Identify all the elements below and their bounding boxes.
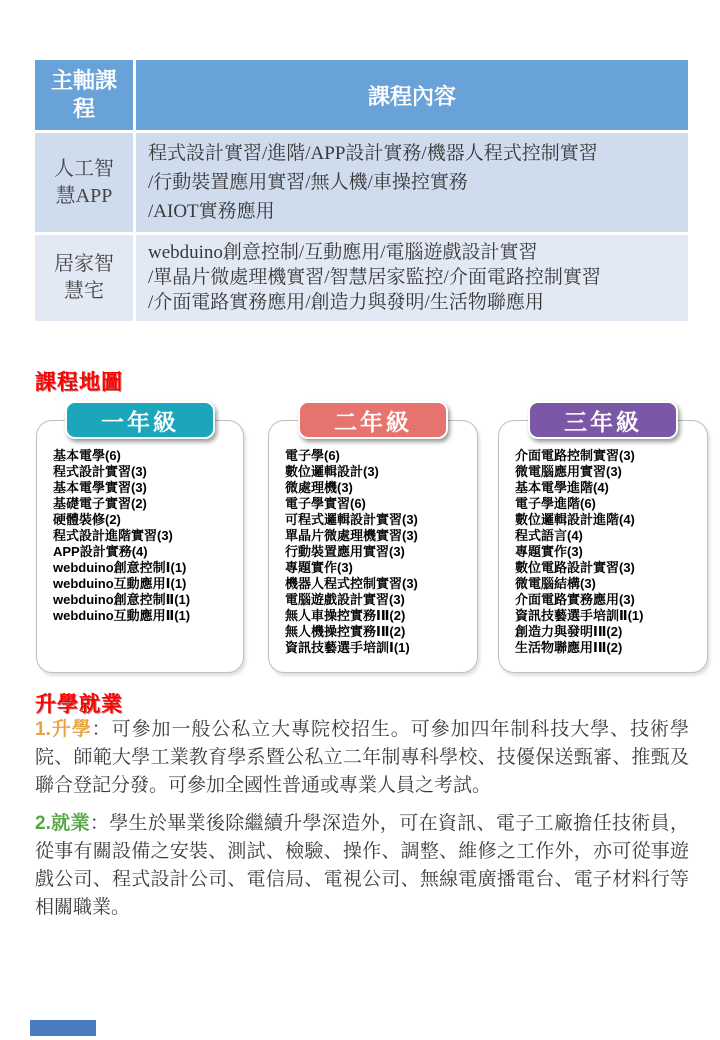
table-row bbox=[35, 235, 688, 321]
further-study-paragraph bbox=[35, 716, 689, 800]
career-title: 升學就業 bbox=[35, 693, 123, 716]
course-item: 數位邏輯設計(3) bbox=[285, 464, 379, 479]
table-row bbox=[35, 133, 688, 232]
row-label-line: 居家智 bbox=[54, 253, 114, 275]
course-item: 程式設計實習(3) bbox=[53, 464, 147, 479]
row-label-ai-app bbox=[35, 133, 136, 232]
employment-label: 2.就業 bbox=[35, 813, 90, 834]
course-item: 基礎電子實習(2) bbox=[53, 496, 147, 511]
row-label-line: 人工智 bbox=[54, 157, 114, 180]
course-item: 數位邏輯設計進階(4) bbox=[515, 512, 635, 527]
course-item: 程式語言(4) bbox=[515, 528, 583, 543]
course-item: 微電腦結構(3) bbox=[515, 576, 596, 591]
grade-1-card bbox=[36, 408, 244, 673]
employment-text: ：學生於畢業後除繼續升學深造外，可在資訊、電子工廠擔任技術員，從事有關設備之安裝、測試、檢驗、操作、調整、維修之工作外，亦可從事遊戲公司、程式設計公司、電信局、電視公司、無線電廣播電台、電子材料行等相關職業。 bbox=[35, 813, 689, 918]
course-item: APP設計實務(4) bbox=[53, 544, 148, 559]
course-item: 專題實作(3) bbox=[515, 544, 583, 559]
course-item: 介面電路控制實習(3) bbox=[515, 448, 635, 463]
content-line: /行動裝置應用實習/無人機/車操控實務 bbox=[148, 172, 468, 193]
course-item: 電腦遊戲設計實習(3) bbox=[285, 592, 405, 607]
grade-2-header: 二年級 bbox=[298, 401, 448, 439]
content-line: /單晶片微處理機實習/智慧居家監控/介面電路控制實習 bbox=[148, 267, 601, 288]
course-item: 微處理機(3) bbox=[285, 480, 353, 495]
table-header-row bbox=[35, 60, 688, 130]
table-header-course-content: 課程內容 bbox=[367, 83, 456, 109]
course-item: 電子學(6) bbox=[285, 448, 340, 463]
page-footer-bar bbox=[30, 1020, 96, 1036]
course-item: 創造力與發明ⅠⅡ(2) bbox=[515, 624, 623, 639]
course-item: 無人車操控實務ⅠⅡ(2) bbox=[285, 608, 406, 623]
course-item: 介面電路實務應用(3) bbox=[515, 592, 635, 607]
course-item: 基本電學實習(3) bbox=[53, 480, 147, 495]
row-content-ai-app bbox=[136, 133, 688, 232]
course-item: 生活物聯應用ⅠⅡ(2) bbox=[515, 640, 623, 655]
curriculum-table bbox=[35, 60, 688, 321]
grade-1-course-list bbox=[37, 421, 243, 624]
content-line: /AIOT實務應用 bbox=[148, 201, 275, 222]
grade-3-card bbox=[498, 408, 708, 673]
course-item: 基本電學(6) bbox=[53, 448, 121, 463]
grade-3-header: 三年級 bbox=[528, 401, 678, 439]
grade-2-card bbox=[268, 408, 478, 673]
course-item: 基本電學進階(4) bbox=[515, 480, 609, 495]
course-item: 電子學進階(6) bbox=[515, 496, 596, 511]
row-label-line: 慧APP bbox=[55, 184, 113, 207]
course-item: 微電腦應用實習(3) bbox=[515, 464, 622, 479]
grade-3-course-list bbox=[499, 421, 707, 656]
course-item: 資訊技藝選手培訓Ⅱ(1) bbox=[515, 608, 644, 623]
grade-2-course-list bbox=[269, 421, 477, 656]
table-header-main-course: 主軸課程 bbox=[35, 60, 136, 130]
further-study-text: ：可參加一般公私立大專院校招生。可參加四年制科技大學、技術學院、師範大學工業教育學系暨公私立二年制專科學校、技優保送甄審、推甄及聯合登記分發。可參加全國性普通或專業人員之考試。 bbox=[35, 719, 689, 796]
further-study-label: 1.升學 bbox=[35, 719, 92, 740]
row-label-smart-home bbox=[35, 235, 136, 321]
course-item: 行動裝置應用實習(3) bbox=[285, 544, 405, 559]
course-item: 可程式邏輯設計實習(3) bbox=[285, 512, 418, 527]
content-line: 程式設計實習/進階/APP設計實務/機器人程式控制實習 bbox=[148, 143, 598, 164]
content-line: webduino創意控制/互動應用/電腦遊戲設計實習 bbox=[148, 242, 538, 263]
grade-1-header: 一年級 bbox=[65, 401, 215, 439]
course-item: 機器人程式控制實習(3) bbox=[285, 576, 418, 591]
content-line: /介面電路實務應用/創造力與發明/生活物聯應用 bbox=[148, 292, 544, 313]
course-item: 數位電路設計實習(3) bbox=[515, 560, 635, 575]
course-item: webduino創意控制Ⅱ(1) bbox=[53, 592, 191, 607]
course-item: 硬體裝修(2) bbox=[53, 512, 121, 527]
course-item: 無人機操控實務ⅠⅡ(2) bbox=[285, 624, 406, 639]
course-item: 單晶片微處理機實習(3) bbox=[285, 528, 418, 543]
course-item: webduino互動應用Ⅰ(1) bbox=[53, 576, 187, 591]
employment-paragraph bbox=[35, 810, 689, 922]
row-label-line: 慧宅 bbox=[64, 280, 104, 302]
course-map-title: 課程地圖 bbox=[35, 371, 123, 394]
course-item: 程式設計進階實習(3) bbox=[53, 528, 173, 543]
course-item: 資訊技藝選手培訓Ⅰ(1) bbox=[285, 640, 410, 655]
course-item: webduino互動應用Ⅱ(1) bbox=[53, 608, 191, 623]
course-item: 電子學實習(6) bbox=[285, 496, 366, 511]
row-content-smart-home bbox=[136, 235, 688, 321]
course-item: webduino創意控制Ⅰ(1) bbox=[53, 560, 187, 575]
course-item: 專題實作(3) bbox=[285, 560, 353, 575]
